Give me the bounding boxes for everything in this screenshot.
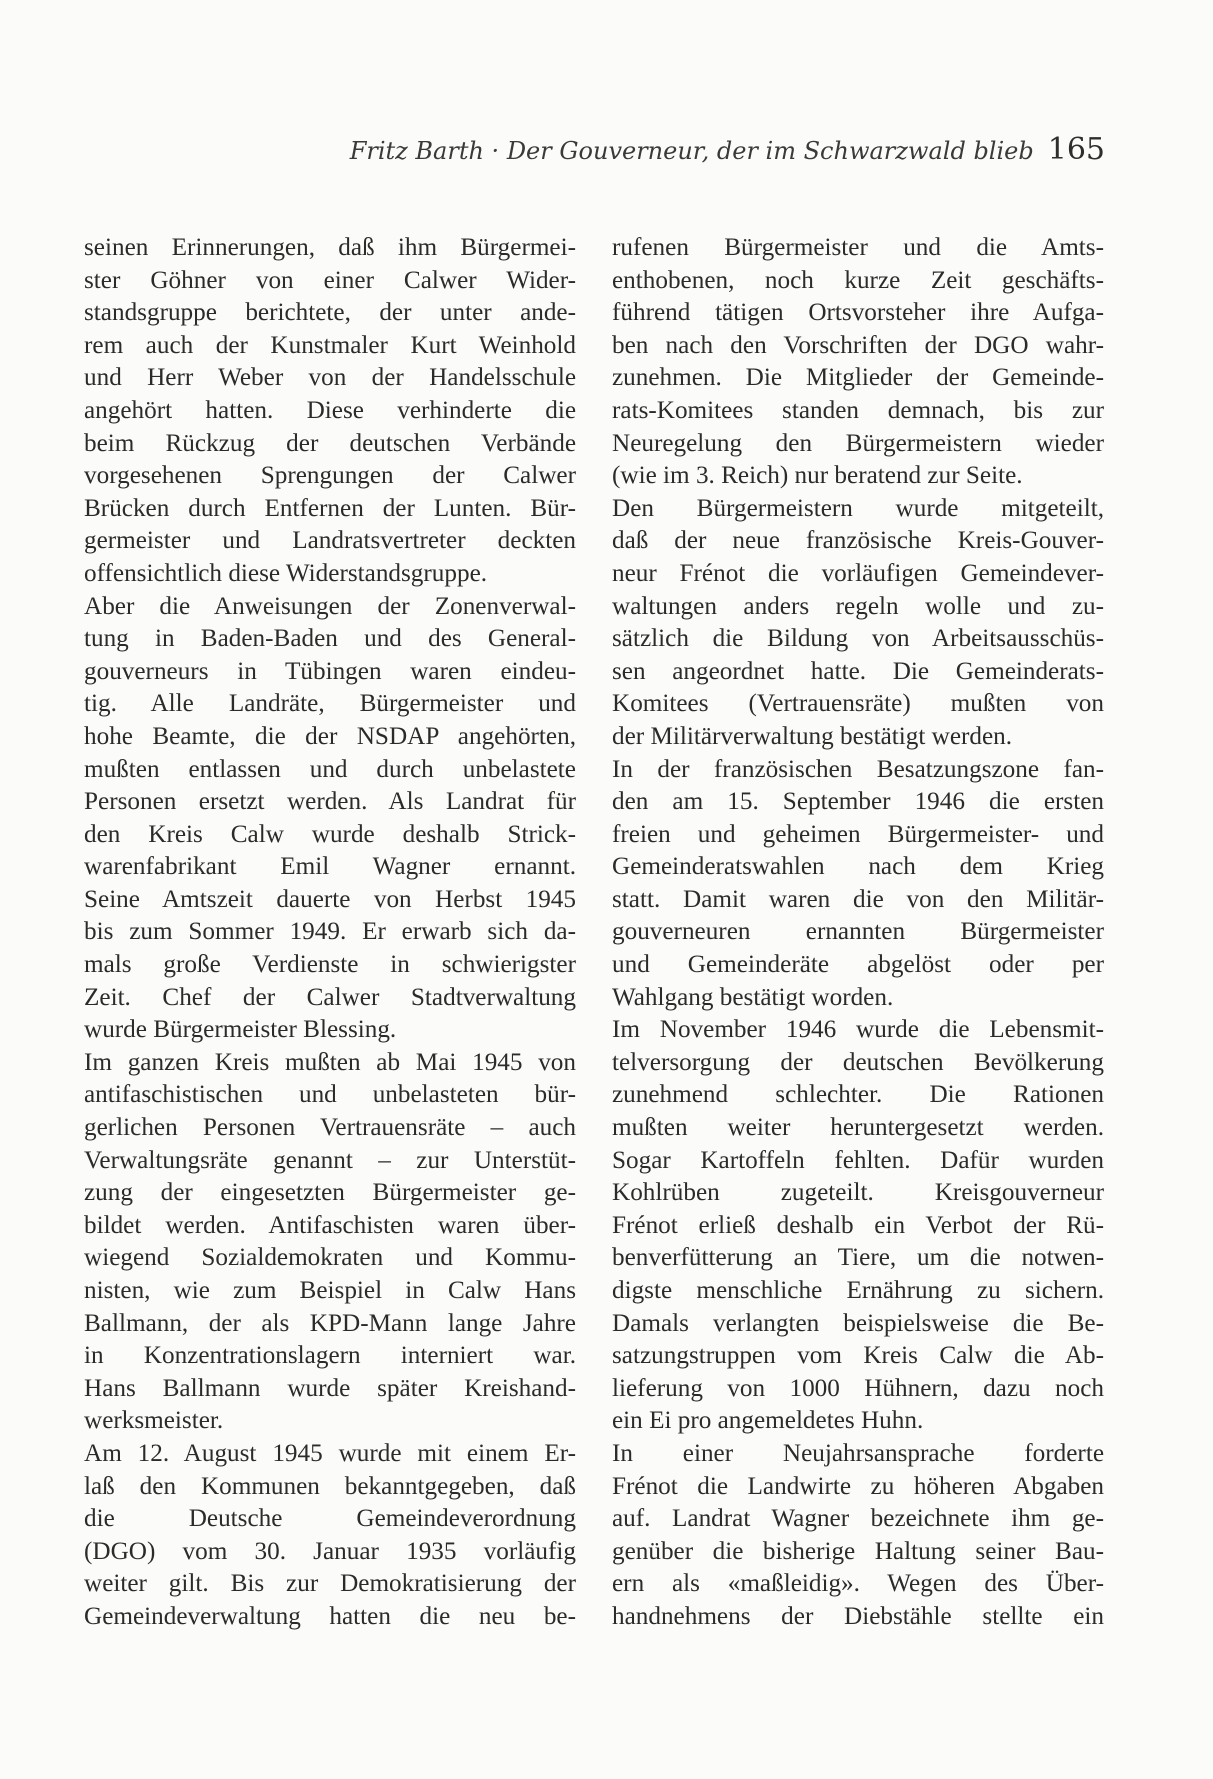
text-line: zunehmend schlechter. Die Rationen	[612, 1081, 1104, 1109]
text-line: Frénot die Landwirte zu höheren Abgaben	[612, 1472, 1104, 1500]
text-line: gerlichen Personen Vertrauensräte – auch	[84, 1114, 576, 1142]
text-line: zung der eingesetzten Bürgermeister ge-	[84, 1179, 576, 1207]
text-line: Verwaltungsräte genannt – zur Unterstüt-	[84, 1146, 576, 1174]
text-line: sätzlich die Bildung von Arbeitsausschüs-	[612, 625, 1104, 653]
text-line: Den Bürgermeistern wurde mitgeteilt,	[612, 494, 1104, 522]
text-line: tung in Baden-Baden und des General-	[84, 625, 576, 653]
text-line: sen angeordnet hatte. Die Gemeinderats-	[612, 657, 1104, 685]
text-line: gouverneurs in Tübingen waren eindeu-	[84, 657, 576, 685]
text-line: laß den Kommunen bekanntgegeben, daß	[84, 1472, 576, 1500]
text-line: Am 12. August 1945 wurde mit einem Er-	[84, 1439, 576, 1467]
text-line: Zeit. Chef der Calwer Stadtverwaltung	[84, 983, 576, 1011]
text-line: zunehmen. Die Mitglieder der Gemeinde-	[612, 364, 1104, 392]
text-line: Im ganzen Kreis mußten ab Mai 1945 von	[84, 1048, 576, 1076]
text-line: vorgesehenen Sprengungen der Calwer	[84, 462, 576, 490]
text-line: In der französischen Besatzungszone fan-	[612, 755, 1104, 783]
text-line: Sogar Kartoffeln fehlten. Dafür wurden	[612, 1146, 1104, 1174]
text-line: Neuregelung den Bürgermeistern wieder	[612, 429, 1104, 457]
text-line: mußten weiter heruntergesetzt werden.	[612, 1114, 1104, 1142]
text-line: freien und geheimen Bürgermeister- und	[612, 820, 1104, 848]
text-line: wurde Bürgermeister Blessing.	[84, 1016, 397, 1044]
text-line: Personen ersetzt werden. Als Landrat für	[84, 788, 576, 816]
text-line: die Deutsche Gemeindeverordnung	[84, 1505, 576, 1533]
text-line: standsgruppe berichtete, der unter ande-	[84, 299, 576, 327]
text-line: Frénot erließ deshalb ein Verbot der Rü-	[612, 1211, 1104, 1239]
text-line: digste menschliche Ernährung zu sichern.	[612, 1277, 1104, 1304]
text-line: Hans Ballmann wurde später Kreishand-	[84, 1374, 576, 1402]
running-title: Fritz Barth · Der Gouverneur, der im Schwarzwald blieb	[349, 137, 1034, 165]
text-line: führend tätigen Ortsvorsteher ihre Aufga-	[612, 299, 1104, 327]
text-line: benverfütterung an Tiere, um die notwen-	[612, 1244, 1104, 1272]
left-text-column	[84, 232, 576, 1634]
text-line: Seine Amtszeit dauerte von Herbst 1945	[84, 885, 576, 913]
text-line: antifaschistischen und unbelasteten bür-	[84, 1081, 576, 1109]
text-line: In einer Neujahrsansprache forderte	[612, 1439, 1104, 1467]
text-line: warenfabrikant Emil Wagner ernannt.	[84, 853, 576, 881]
text-line: beim Rückzug der deutschen Verbände	[84, 429, 576, 457]
text-line: Kohlrüben zugeteilt. Kreisgouverneur	[612, 1179, 1104, 1207]
text-line: werksmeister.	[84, 1407, 224, 1435]
text-line: (wie im 3. Reich) nur beratend zur Seite.	[612, 462, 1023, 490]
text-line: Brücken durch Entfernen der Lunten. Bür-	[84, 494, 576, 522]
text-line: den am 15. September 1946 die ersten	[612, 788, 1104, 816]
text-line: (DGO) vom 30. Januar 1935 vorläufig	[84, 1537, 576, 1565]
text-line: den Kreis Calw wurde deshalb Strick-	[84, 820, 576, 848]
text-line: Ballmann, der als KPD-Mann lange Jahre	[84, 1309, 576, 1337]
text-line: rem auch der Kunstmaler Kurt Weinhold	[84, 331, 576, 359]
text-line: neur Frénot die vorläufigen Gemeindever-	[612, 559, 1104, 587]
text-line: der Militärverwaltung bestätigt werden.	[612, 722, 1013, 750]
text-line: bis zum Sommer 1949. Er erwarb sich da-	[84, 918, 576, 946]
text-line: Gemeinderatswahlen nach dem Krieg	[612, 853, 1104, 881]
text-line: ern als «maßleidig». Wegen des Über-	[612, 1570, 1104, 1598]
text-line: Gemeindeverwaltung hatten die neu be-	[84, 1602, 576, 1630]
text-line: nisten, wie zum Beispiel in Calw Hans	[84, 1277, 576, 1304]
page-number: 165	[1047, 132, 1105, 167]
text-line: mals große Verdienste in schwierigster	[84, 951, 576, 979]
text-line: und Gemeinderäte abgelöst oder per	[612, 951, 1104, 979]
text-line: statt. Damit waren die von den Militär-	[612, 885, 1104, 913]
text-line: waltungen anders regeln wolle und zu-	[612, 592, 1104, 620]
text-line: Damals verlangten beispielsweise die Be-	[612, 1309, 1104, 1337]
text-line: gouverneuren ernannten Bürgermeister	[612, 918, 1104, 946]
text-line: rufenen Bürgermeister und die Amts-	[612, 234, 1104, 261]
text-line: Wahlgang bestätigt worden.	[612, 983, 894, 1011]
text-line: angehört hatten. Diese verhinderte die	[84, 396, 576, 424]
text-line: Im November 1946 wurde die Lebensmit-	[612, 1016, 1104, 1044]
text-line: tig. Alle Landräte, Bürgermeister und	[84, 690, 576, 718]
text-line: enthobenen, noch kurze Zeit geschäfts-	[612, 266, 1104, 294]
running-head	[0, 132, 1105, 167]
text-line: bildet werden. Antifaschisten waren über-	[84, 1211, 576, 1239]
text-line: ster Göhner von einer Calwer Wider-	[84, 266, 576, 294]
text-line: seinen Erinnerungen, daß ihm Bürgermei-	[84, 234, 576, 261]
text-line: Komitees (Vertrauensräte) mußten von	[612, 690, 1104, 718]
text-line: weiter gilt. Bis zur Demokratisierung der	[84, 1570, 576, 1598]
text-line: genüber die bisherige Haltung seiner Bau-	[612, 1537, 1104, 1565]
right-text-column	[612, 232, 1104, 1634]
text-line: ein Ei pro angemeldetes Huhn.	[612, 1407, 924, 1435]
text-line: satzungstruppen vom Kreis Calw die Ab-	[612, 1342, 1104, 1370]
text-line: mußten entlassen und durch unbelastete	[84, 755, 576, 783]
text-line: wiegend Sozialdemokraten und Kommu-	[84, 1244, 576, 1272]
text-line: daß der neue französische Kreis-Gouver-	[612, 527, 1104, 555]
text-line: lieferung von 1000 Hühnern, dazu noch	[612, 1374, 1104, 1402]
text-line: hohe Beamte, die der NSDAP angehörten,	[84, 722, 576, 750]
text-line: offensichtlich diese Widerstandsgruppe.	[84, 559, 488, 587]
text-line: auf. Landrat Wagner bezeichnete ihm ge-	[612, 1505, 1104, 1533]
text-line: und Herr Weber von der Handelsschule	[84, 364, 576, 392]
text-line: rats-Komitees standen demnach, bis zur	[612, 396, 1104, 424]
text-line: telversorgung der deutschen Bevölkerung	[612, 1048, 1104, 1076]
text-line: in Konzentrationslagern interniert war.	[84, 1342, 576, 1370]
text-line: ben nach den Vorschriften der DGO wahr-	[612, 331, 1104, 359]
text-line: Aber die Anweisungen der Zonenverwal-	[84, 592, 576, 620]
text-line: germeister und Landratsvertreter deckten	[84, 527, 576, 555]
text-line: handnehmens der Diebstähle stellte ein	[612, 1602, 1104, 1630]
